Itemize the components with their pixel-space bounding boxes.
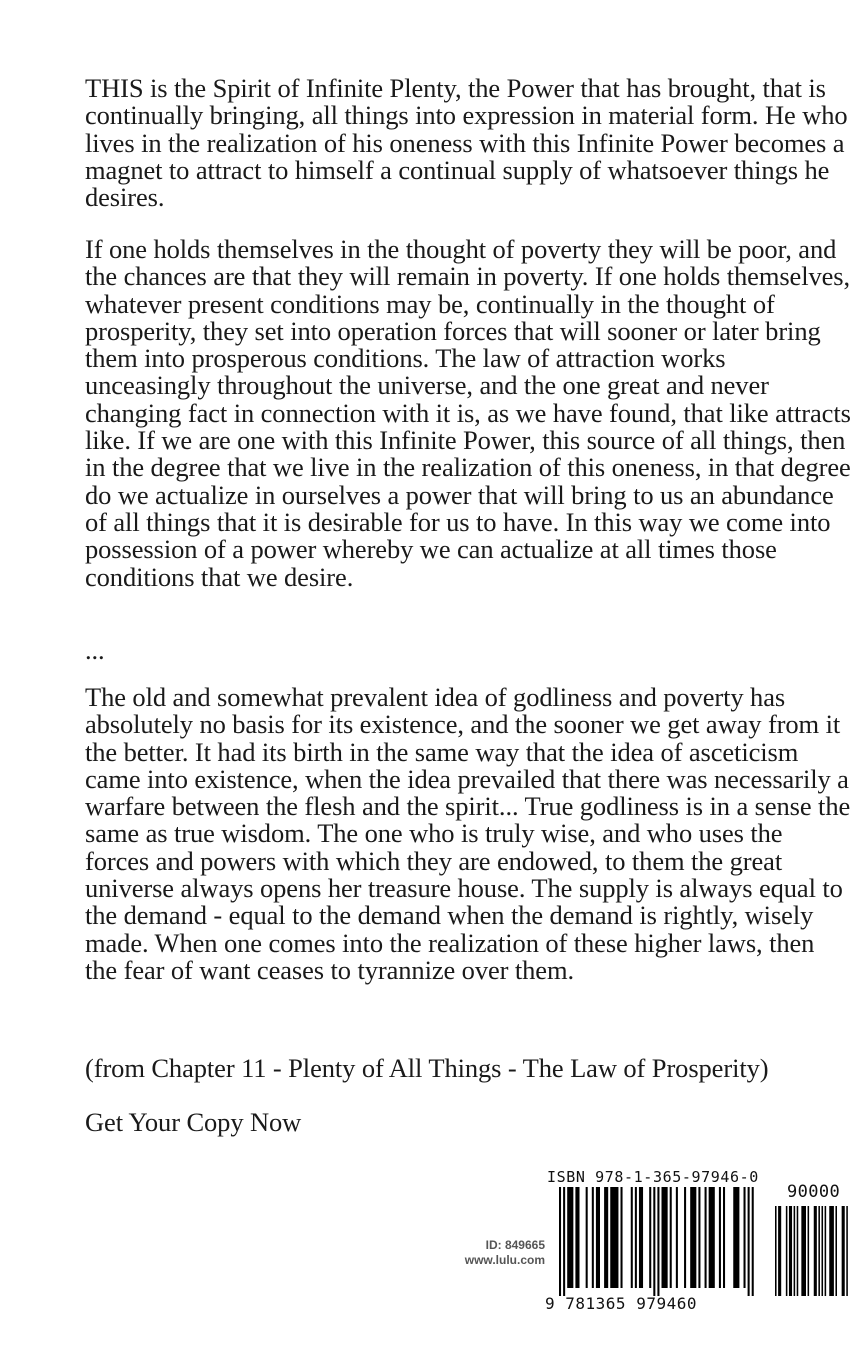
barcode-bar bbox=[657, 1187, 659, 1296]
barcode-digits: 9 781365 979460 bbox=[545, 1294, 697, 1313]
paragraph-godliness: The old and somewhat prevalent idea of godliness and poverty has absolutely no basis for its existence, and the sooner we get away from it the better. It had its birth in the same way that the idea of asceticism came into existence, when the idea prevailed that there was necessarily a warfare between the flesh and the spirit... True godliness is in a sense the same as true wisdom. The one who is truly wise, and who uses the forces and powers with which they are endowed, to them the great universe always opens her treasure house. The supply is always equal to the demand - equal to the demand when the demand is rightly, wisely made. When one comes into the realization of these higher laws, then the fear of want ceases to tyrannize over them. bbox=[85, 682, 851, 985]
barcode-bar bbox=[559, 1187, 561, 1296]
barcode-bar bbox=[653, 1187, 655, 1296]
barcode-bar bbox=[649, 1187, 651, 1288]
barcode-bar bbox=[775, 1206, 777, 1296]
barcode-bar bbox=[604, 1187, 608, 1288]
barcode-bar bbox=[596, 1187, 600, 1288]
barcode-bar bbox=[610, 1187, 618, 1288]
barcode-bar bbox=[825, 1206, 827, 1296]
isbn-label: ISBN 978-1-365-97946-0 bbox=[547, 1168, 759, 1186]
barcode-bar bbox=[563, 1187, 565, 1296]
barcode-bar bbox=[621, 1187, 623, 1288]
imprint-id: ID: 849665 bbox=[485, 1238, 545, 1252]
paragraph-intro: THIS is the Spirit of Infinite Plenty, the Power that has brought, that is continually bringing, all things into expression in material form. He who lives in the realization of his oneness with this Infinite Power becomes a magnet to attract to himself a continual supply of whatsoever things he desires. bbox=[85, 73, 848, 213]
barcode-bar bbox=[778, 1206, 781, 1296]
barcode-bar bbox=[709, 1187, 715, 1288]
barcode-bar bbox=[829, 1206, 834, 1296]
barcode-bar bbox=[814, 1206, 817, 1296]
barcode-bar bbox=[631, 1187, 633, 1288]
get-your-copy-link[interactable]: Get Your Copy Now bbox=[85, 1107, 302, 1137]
barcode-bar bbox=[794, 1206, 796, 1296]
barcode-bar bbox=[818, 1206, 820, 1296]
barcode-bar bbox=[789, 1206, 792, 1296]
isbn-barcode bbox=[545, 1168, 855, 1318]
barcode-bar bbox=[592, 1187, 594, 1288]
barcode-bar bbox=[698, 1187, 700, 1288]
barcode-bar bbox=[786, 1206, 788, 1296]
barcode-bar bbox=[748, 1187, 750, 1296]
barcode-bar bbox=[797, 1206, 799, 1296]
paragraph-attraction: If one holds themselves in the thought of poverty they will be poor, and the chances are that they will remain in poverty. If one holds themselves, whatever present conditions may be, continually in the thought of prosperity, they set into operation forces that will sooner or later bring them into prosperous conditions. The law of attraction works unceasingly throughout the universe, and the one great and never changing fact in connection with it is, as we have found, that like attracts like. If we are one with this Infinite Power, this source of all things, then in the degree that we live in the realization of this oneness, in that degree do we actualize in ourselves a power that will bring to us an abundance of all things that it is desirable for us to have. In this way we come into possession of a power whereby we can actualize at all times those conditions that we desire. bbox=[85, 234, 851, 592]
barcode-bar bbox=[586, 1187, 588, 1288]
barcode-bar bbox=[752, 1187, 754, 1296]
barcode-bar bbox=[744, 1187, 746, 1288]
barcode-bar bbox=[723, 1187, 725, 1288]
barcode-bar bbox=[822, 1206, 824, 1296]
barcode-bar bbox=[719, 1187, 721, 1288]
barcode-bar bbox=[842, 1206, 845, 1296]
price-code: 90000 bbox=[787, 1182, 841, 1202]
barcode-bar bbox=[690, 1187, 696, 1288]
barcode-bar bbox=[705, 1187, 707, 1288]
imprint-site: www.lulu.com bbox=[464, 1253, 545, 1267]
barcode-bar bbox=[846, 1206, 848, 1296]
barcode-bar bbox=[567, 1187, 573, 1288]
barcode-bar bbox=[733, 1187, 739, 1288]
barcode-bar bbox=[635, 1187, 637, 1288]
barcode-bar bbox=[801, 1206, 806, 1296]
publisher-imprint bbox=[425, 1238, 545, 1268]
barcode-bar bbox=[676, 1187, 678, 1288]
barcode-bar bbox=[575, 1187, 579, 1288]
source-citation: (from Chapter 11 - Plenty of All Things - The Law of Prosperity) bbox=[85, 1053, 769, 1083]
barcode-bar bbox=[670, 1187, 672, 1288]
barcode-bar bbox=[662, 1187, 668, 1288]
barcode-bar bbox=[808, 1206, 810, 1296]
ellipsis: ... bbox=[85, 635, 105, 665]
barcode-bar bbox=[684, 1187, 686, 1288]
barcode-bar bbox=[835, 1206, 837, 1296]
barcode-bar bbox=[639, 1187, 643, 1288]
